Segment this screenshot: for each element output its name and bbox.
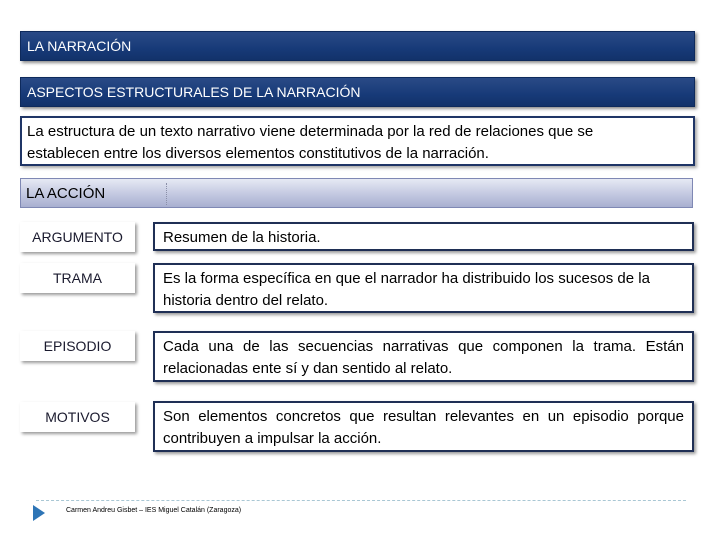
- definition-text: Cada una de las secuencias narrativas que componen la trama. Están relacionadas ente sí y dan sentido al relato.: [163, 338, 684, 377]
- definition-trama: [153, 263, 694, 313]
- footer-divider: [36, 500, 686, 501]
- term-episodio: EPISODIO: [20, 331, 135, 361]
- section-title: LA ACCIÓN: [26, 185, 106, 202]
- term-motivos: MOTIVOS: [20, 402, 135, 432]
- intro-line-2: establecen entre los diversos elementos constitutivos de la narración.: [27, 145, 489, 162]
- title-bar: [20, 31, 695, 61]
- definition-motivos: [153, 401, 694, 452]
- definition-episodio: [153, 331, 694, 382]
- definition-text: Resumen de la historia.: [163, 229, 321, 246]
- play-arrow-icon: [33, 505, 45, 521]
- subtitle-bar: [20, 77, 695, 107]
- definition-argumento: [153, 222, 694, 251]
- footer-credit: Carmen Andreu Gisbet – IES Miguel Catalán (Zaragoza): [66, 507, 242, 514]
- intro-box: [20, 116, 695, 166]
- definition-text: Son elementos concretos que resultan relevantes en un episodio porque contribuyen a impulsar la acción.: [163, 408, 684, 447]
- page-title: LA NARRACIÓN: [27, 38, 132, 54]
- definition-text: Es la forma específica en que el narrador ha distribuido los sucesos de la historia dentro del relato.: [163, 270, 650, 309]
- section-header: [20, 178, 693, 208]
- term-argumento: ARGUMENTO: [20, 222, 135, 252]
- term-trama: TRAMA: [20, 263, 135, 293]
- section-divider: [166, 183, 167, 205]
- intro-line-1: La estructura de un texto narrativo viene determinada por la red de relaciones que se: [27, 123, 594, 140]
- page-subtitle: ASPECTOS ESTRUCTURALES DE LA NARRACIÓN: [27, 84, 361, 100]
